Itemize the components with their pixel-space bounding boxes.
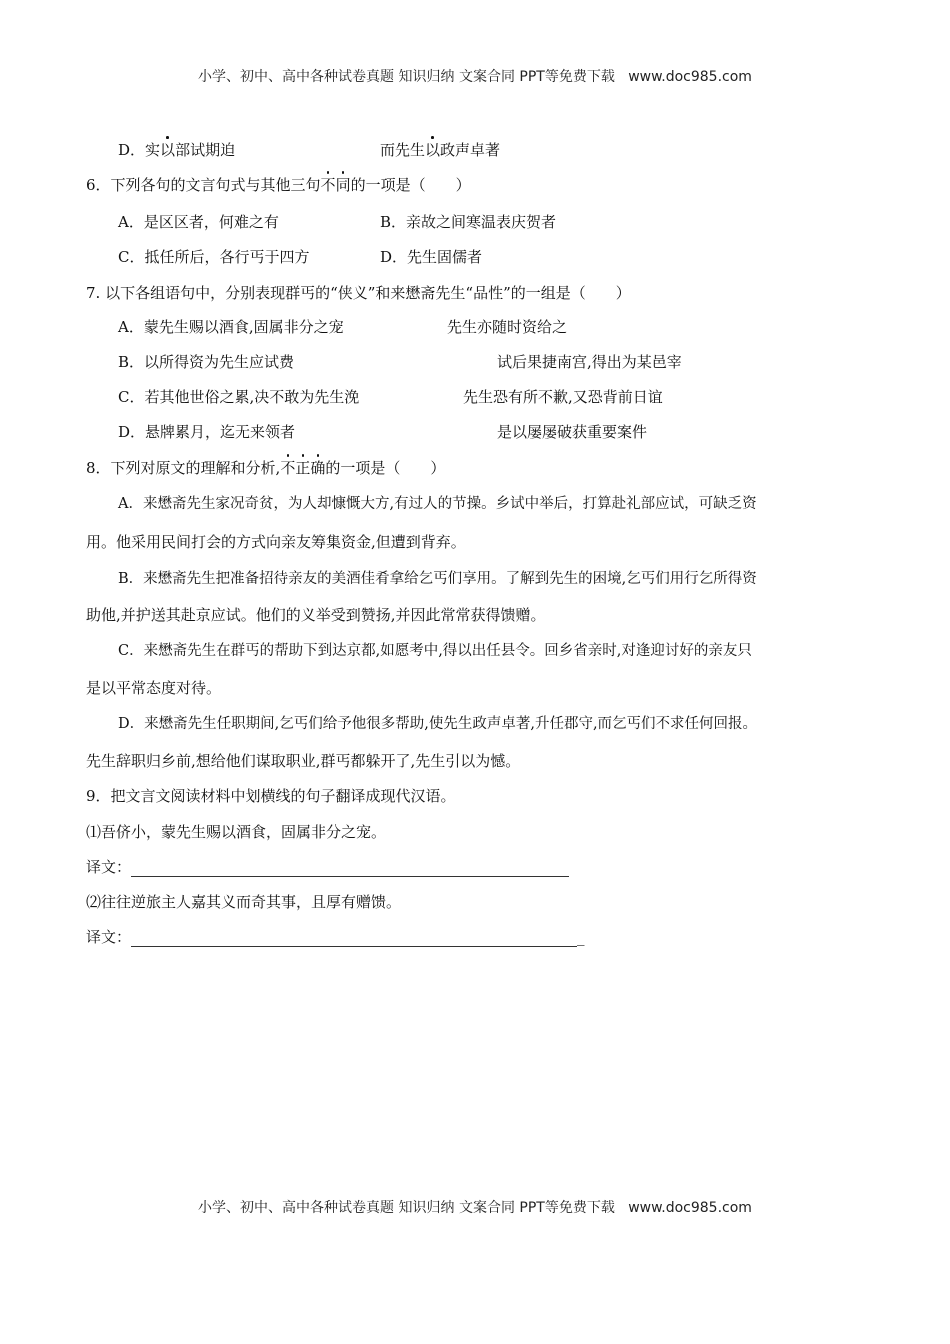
q8-stem-post: 的一项是（ ） bbox=[325, 459, 446, 477]
q7-option-b: B．以所得资为先生应试费 bbox=[118, 353, 295, 371]
q9-answer-row-1 bbox=[86, 857, 569, 877]
q7-option-b-right: 试后果捷南宫,得出为某邑宰 bbox=[497, 353, 682, 371]
answer-label: 译文： bbox=[86, 858, 132, 876]
q5-d-left-post: 部试期迫 bbox=[175, 141, 236, 159]
q9-stem: 9．把文言文阅读材料中划横线的句子翻译成现代汉语。 bbox=[86, 787, 456, 805]
q5-option-d bbox=[118, 140, 235, 160]
footer-text: 小学、初中、高中各种试卷真题 知识归纳 文案合同 PPT等免费下载 bbox=[198, 1200, 615, 1216]
header-text: 小学、初中、高中各种试卷真题 知识归纳 文案合同 PPT等免费下载 bbox=[198, 69, 615, 85]
q8-stem-pre: 8．下列对原文的理解和分析, bbox=[86, 459, 281, 477]
q7-option-d: D．悬牌累月，迄无来领者 bbox=[118, 423, 296, 441]
emphasis-char: 以 bbox=[425, 141, 441, 159]
answer-label: 译文： bbox=[86, 928, 132, 946]
q7-option-d-right: 是以屡屡破获重要案件 bbox=[497, 423, 648, 441]
emphasis-char: 不 bbox=[280, 459, 296, 477]
page-header bbox=[0, 66, 950, 86]
q6-stem bbox=[86, 175, 471, 195]
q9-answer-row-2 bbox=[86, 927, 585, 947]
q5-d-right-post: 政声卓著 bbox=[440, 141, 501, 159]
q8-option-b-line2: 助他,并护送其赴京应试。他们的义举受到赞扬,并因此常常获得馈赠。 bbox=[86, 606, 546, 624]
q5-d-left-pre: 实 bbox=[145, 141, 161, 159]
q9-sentence-2: ⑵往往逆旅主人嘉其义而奇其事，且厚有赠馈。 bbox=[86, 893, 402, 911]
answer-tail: _ bbox=[577, 928, 585, 946]
emphasis-char: 不 bbox=[320, 176, 336, 194]
q6-stem-post: 的一项是（ ） bbox=[350, 176, 471, 194]
emphasis-char: 以 bbox=[160, 141, 176, 159]
q8-option-a-line1: A．来懋斋先生家况奇贫，为人却慷慨大方,有过人的节操。乡试中举后，打算赴礼部应试，可缺乏资 bbox=[118, 496, 757, 512]
q8-option-b-line1: B．来懋斋先生把准备招待亲友的美酒佳肴拿给乞丐们享用。了解到先生的困境,乞丐们用行乞所得资 bbox=[118, 571, 757, 587]
answer-blank-2[interactable] bbox=[131, 932, 577, 947]
page-footer bbox=[0, 1197, 950, 1217]
emphasis-char: 确 bbox=[310, 459, 326, 477]
q6-stem-pre: 6．下列各句的文言句式与其他三句 bbox=[86, 176, 321, 194]
q6-option-d: D．先生固儒者 bbox=[380, 248, 483, 266]
q6-option-a: A．是区区者，何难之有 bbox=[118, 213, 279, 231]
footer-url: www.doc985.com bbox=[628, 1200, 752, 1216]
q8-option-c-line2: 是以平常态度对待。 bbox=[86, 679, 222, 697]
answer-blank-1[interactable] bbox=[131, 862, 569, 877]
header-url: www.doc985.com bbox=[628, 69, 752, 85]
q6-option-b: B．亲故之间寒温表庆贺者 bbox=[380, 213, 557, 231]
q7-option-c: C．若其他世俗之累,决不敢为先生浼 bbox=[118, 388, 360, 406]
q7-option-a-right: 先生亦随时资给之 bbox=[447, 318, 568, 336]
q5-option-d-right bbox=[380, 140, 500, 160]
q7-stem: 7. 以下各组语句中，分别表现群丐的“侠义”和来懋斋先生“品性”的一组是（ ） bbox=[86, 284, 631, 302]
q7-option-c-right: 先生恐有所不歉,又恐背前日谊 bbox=[463, 388, 663, 406]
q6-option-c: C．抵任所后，各行丐于四方 bbox=[118, 248, 310, 266]
emphasis-char: 正 bbox=[295, 459, 311, 477]
q9-sentence-1: ⑴吾侪小，蒙先生赐以酒食，固属非分之宠。 bbox=[86, 823, 387, 841]
q5-d-right-pre: 而先生 bbox=[380, 141, 426, 159]
q8-option-c-line1: C．来懋斋先生在群丐的帮助下到达京都,如愿考中,得以出任县令。回乡省亲时,对逢迎讨好的亲友只 bbox=[118, 643, 752, 659]
q7-option-a: A．蒙先生赐以酒食,固属非分之宠 bbox=[118, 318, 344, 336]
q8-option-d-line2: 先生辞职归乡前,想给他们谋取职业,群丐都躲开了,先生引以为憾。 bbox=[86, 752, 521, 770]
q8-option-a-line2: 用。他采用民间打会的方式向亲友筹集资金,但遭到背弃。 bbox=[86, 533, 466, 551]
emphasis-char: 同 bbox=[335, 176, 351, 194]
q5-option-d-label: D． bbox=[118, 141, 146, 159]
q8-stem bbox=[86, 458, 445, 478]
q8-option-d-line1: D．来懋斋先生任职期间,乞丐们给予他很多帮助,使先生政声卓著,升任郡守,而乞丐们不求任何回报。 bbox=[118, 716, 758, 732]
